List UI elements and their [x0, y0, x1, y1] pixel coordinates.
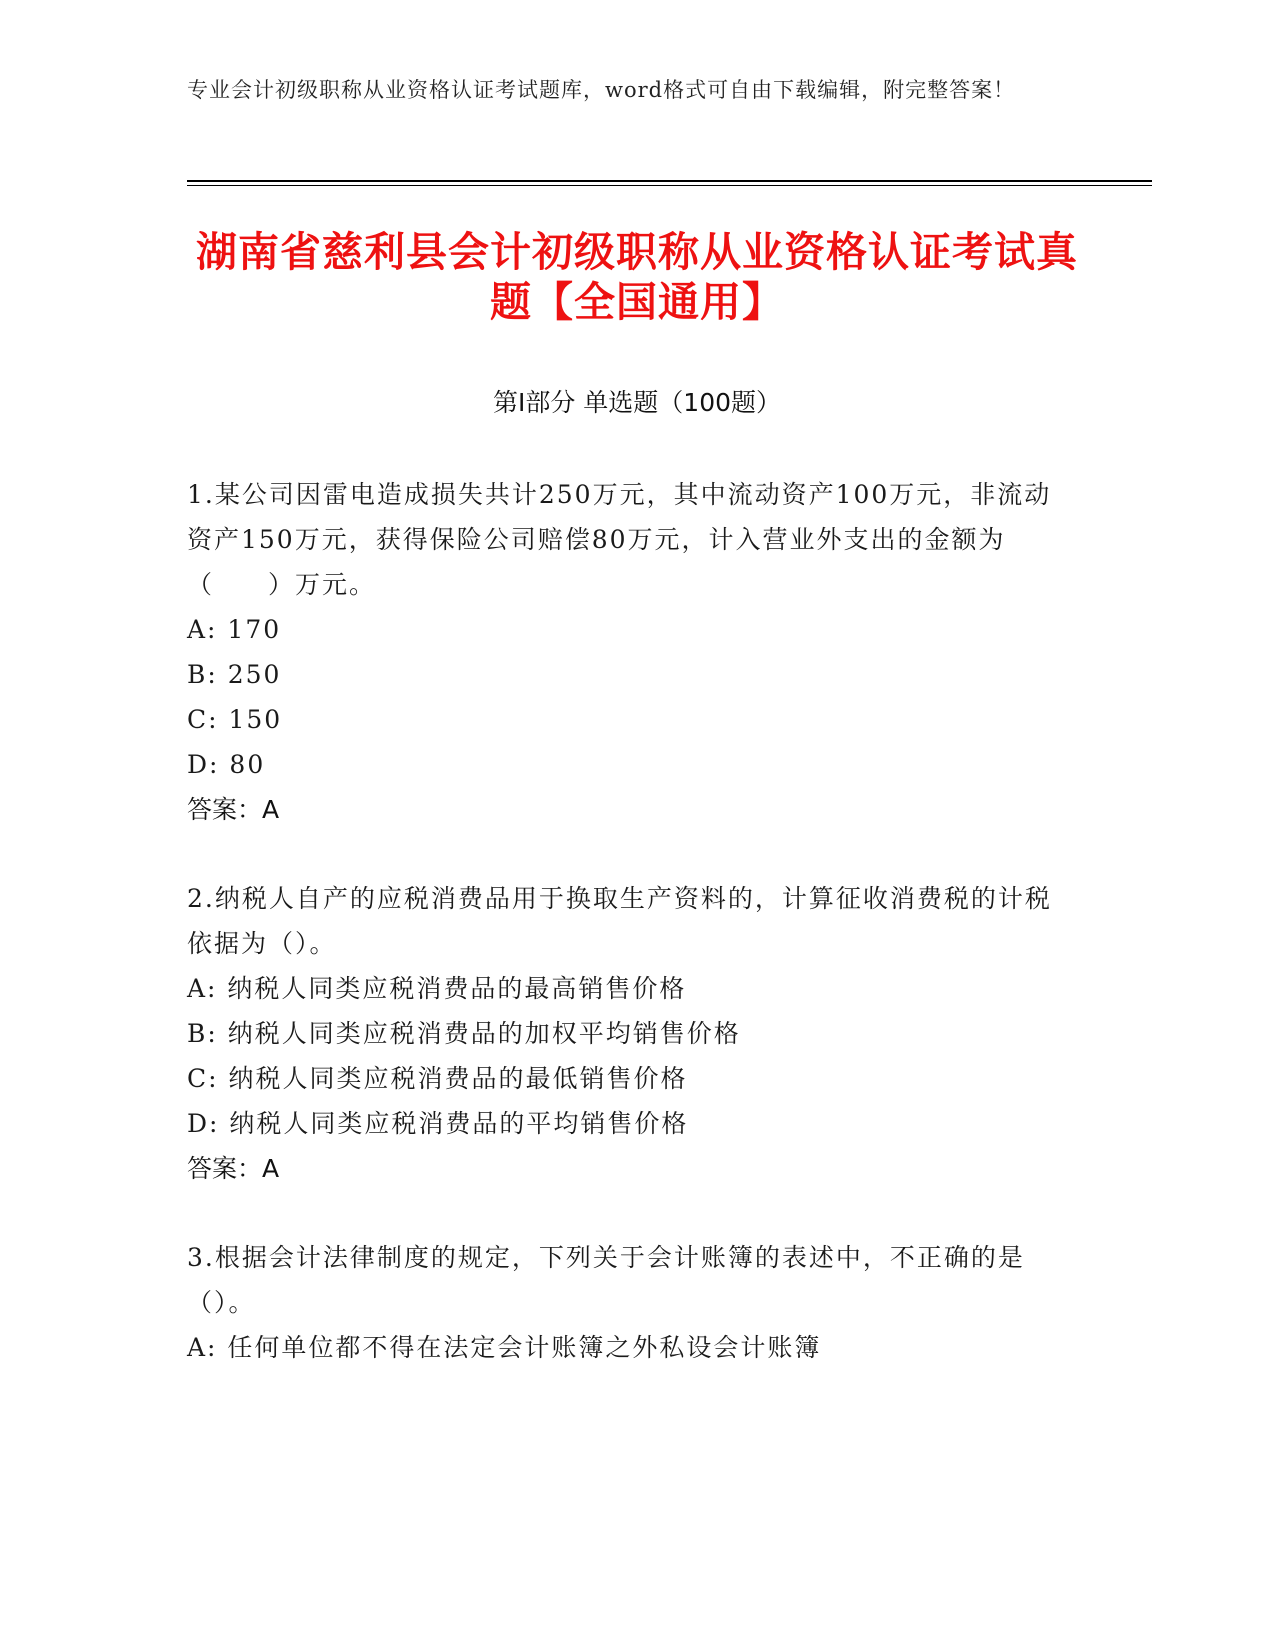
question-stem: 3.根据会计法律制度的规定，下列关于会计账簿的表述中，不正确的是（）。 [187, 1243, 1025, 1317]
question-list [187, 472, 1067, 1414]
option-c: C: 纳税人同类应税消费品的最低销售价格 [187, 1064, 688, 1093]
option-d: D: 80 [187, 750, 266, 779]
option-a: A: 任何单位都不得在法定会计账簿之外私设会计账簿 [187, 1333, 822, 1362]
header-divider-thick [187, 180, 1152, 182]
question-2 [187, 876, 1067, 1191]
option-a: A: 170 [187, 615, 282, 644]
option-d: D: 纳税人同类应税消费品的平均销售价格 [187, 1109, 689, 1138]
page-title: 湖南省慈利县会计初级职称从业资格认证考试真题【全国通用】 [196, 228, 1078, 326]
question-1 [187, 472, 1067, 832]
section-heading: 第Ⅰ部分 单选题（100题） [492, 388, 782, 417]
question-3 [187, 1235, 1067, 1370]
header-note: 专业会计初级职称从业资格认证考试题库，word格式可自由下载编辑，附完整答案！ [187, 78, 1016, 102]
answer: 答案：A [187, 1154, 280, 1183]
question-stem: 2.纳税人自产的应税消费品用于换取生产资料的，计算征收消费税的计税依据为（）。 [187, 884, 1052, 958]
option-b: B: 250 [187, 660, 282, 689]
answer: 答案：A [187, 795, 280, 824]
option-c: C: 150 [187, 705, 283, 734]
option-b: B: 纳税人同类应税消费品的加权平均销售价格 [187, 1019, 741, 1048]
question-stem: 1.某公司因雷电造成损失共计250万元，其中流动资产100万元，非流动资产150万元，获得保险公司赔偿80万元，计入营业外支出的金额为（ ）万元。 [187, 480, 1052, 599]
header-divider-thin [187, 185, 1152, 186]
option-a: A: 纳税人同类应税消费品的最高销售价格 [187, 974, 687, 1003]
